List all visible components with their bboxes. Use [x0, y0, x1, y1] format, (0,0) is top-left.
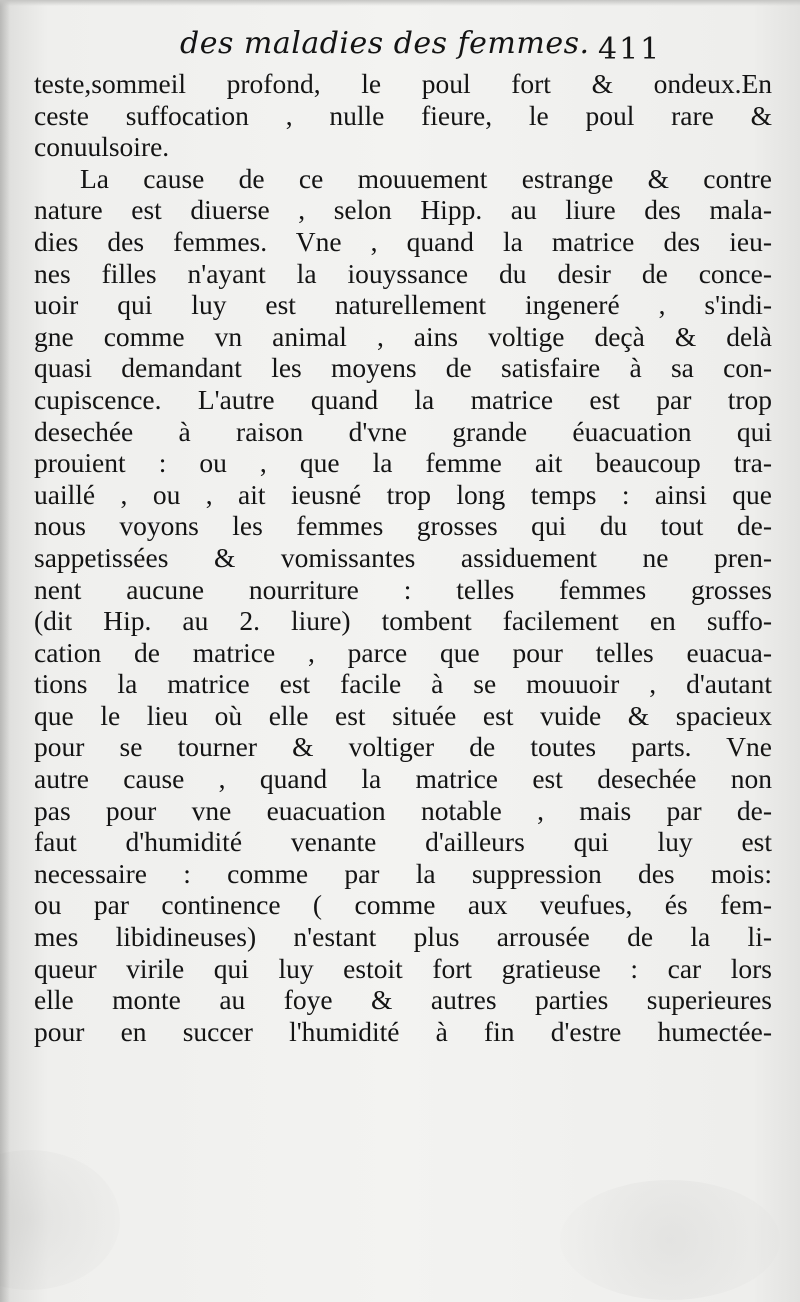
page-top-shadow — [0, 0, 800, 6]
text-line: autre cause , quand la matrice est desechée non — [34, 763, 772, 795]
text-line: gne comme vn animal , ains voltige deçà & delà — [34, 320, 772, 352]
text-line: cupiscence. L'autre quand la matrice est par trop — [34, 383, 772, 415]
text-line: sappetissées & vomissantes assiduement ne pren- — [34, 541, 772, 573]
text-line: quasi demandant les moyens de satisfaire à sa con- — [34, 352, 772, 384]
text-line: nature est diuerse , selon Hipp. au liure des mala- — [34, 194, 772, 226]
text-line: uaillé , ou , ait ieusné trop long temps : ainsi que — [34, 478, 772, 510]
text-line: faut d'humidité venante d'ailleurs qui luy est — [34, 826, 772, 858]
text-line: nes filles n'ayant la iouyssance du desir de conce- — [34, 257, 772, 289]
text-line: mes libidineuses) n'estant plus arrousée de la li- — [34, 921, 772, 953]
text-line: queur virile qui luy estoit fort gratieuse : car lors — [34, 952, 772, 984]
text-line: nent aucune nourriture : telles femmes grosses — [34, 573, 772, 605]
text-line: conuulsoire. — [34, 131, 170, 163]
body-text — [34, 68, 772, 1047]
page-header — [180, 22, 680, 72]
text-line: dies des femmes. Vne , quand la matrice des ieu- — [34, 225, 772, 257]
text-line: que le lieu où elle est située est vuide & spacieux — [34, 699, 772, 731]
text-line: ceste suffocation , nulle fieure, le poul rare & — [34, 99, 772, 131]
text-line: pour se tourner & voltiger de toutes parts. Vne — [34, 731, 772, 763]
paragraph-start-line: La cause de ce mouuement estrange & contre — [80, 162, 772, 194]
text-line: desechée à raison d'vne grande éuacuation qui — [34, 415, 772, 447]
page-edge-shadow — [0, 0, 10, 1302]
text-line: teste,sommeil profond, le poul fort & ondeux.En — [34, 68, 772, 99]
text-line: ou par continence ( comme aux veufues, és fem- — [34, 889, 772, 921]
page-number: 411 — [598, 32, 662, 67]
text-line: cation de matrice , parce que pour telles euacua- — [34, 636, 772, 668]
text-line: pour en succer l'humidité à fin d'estre humectée- — [34, 1015, 772, 1047]
text-line: tions la matrice est facile à se mouuoir , d'autant — [34, 668, 772, 700]
paper-stain — [560, 1180, 780, 1300]
text-line: elle monte au foye & autres parties superieures — [34, 984, 772, 1016]
paper-stain — [0, 1150, 120, 1290]
text-line: prouient : ou , que la femme ait beaucoup tra- — [34, 447, 772, 479]
running-title: des maladies des femmes. — [180, 26, 590, 61]
text-line: nous voyons les femmes grosses qui du tout de- — [34, 510, 772, 542]
text-line: pas pour vne euacuation notable , mais par de- — [34, 794, 772, 826]
text-line: necessaire : comme par la suppression des mois: — [34, 857, 772, 889]
text-line: (dit Hip. au 2. liure) tombent facilement en suffo- — [34, 605, 772, 637]
text-line: uoir qui luy est naturellement ingeneré , s'indi- — [34, 289, 772, 321]
